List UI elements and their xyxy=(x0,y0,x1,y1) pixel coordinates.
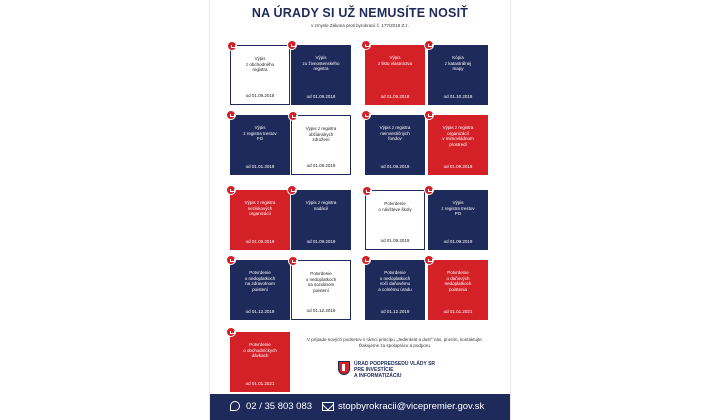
document-tile xyxy=(291,45,351,105)
tile-label: Výpis zo živnostenského registra xyxy=(302,55,340,71)
tile-date: od 01.12.2019 xyxy=(306,308,336,313)
tile-date: od 01.09.2019 xyxy=(245,239,275,244)
slovak-shield-icon xyxy=(338,361,350,375)
contact-footer xyxy=(210,394,510,420)
document-tile xyxy=(230,190,290,250)
tile-label: Výpis z registra občianskych združení xyxy=(305,126,337,142)
poster-subtitle: v zmysle Zákona proti byrokracii č. 177/2018 Z.z. xyxy=(311,23,409,28)
stamp-icon xyxy=(287,40,297,50)
tile-label: Výpis z registra trestov PO xyxy=(441,200,475,216)
document-tile xyxy=(291,190,351,250)
tile-date: od 01.09.2019 xyxy=(443,239,473,244)
tile-label: Výpis z registra neinvestičných fondov xyxy=(379,125,411,141)
tile-date: od 01.01.2021 xyxy=(245,381,275,386)
stamp-icon xyxy=(361,40,371,50)
document-tile xyxy=(365,115,425,175)
stamp-icon xyxy=(361,110,371,120)
tile-date: od 01.10.2018 xyxy=(443,94,473,99)
tile-label: Potvrdenie o nedoplatkoch na sociálnom poistení xyxy=(305,271,337,293)
tile-date: od 01.01.2021 xyxy=(443,309,473,314)
stamp-icon xyxy=(226,110,236,120)
document-tile xyxy=(291,260,351,320)
tile-date: od 01.09.2018 xyxy=(380,94,410,99)
poster-title: NA ÚRADY SI UŽ NEMUSÍTE NOSIŤ xyxy=(251,6,469,20)
tile-label: Potvrdenie o nedoplatkoch na zdravotnom poistení xyxy=(244,270,276,292)
contact-note: V prípade nových podnetov v rámci princípu „Jedenkrát a dosť“ nás, prosím, kontaktujte. Ďakujeme za spoluprácu a podporu. xyxy=(306,337,484,348)
tile-date: od 01.09.2018 xyxy=(245,93,275,98)
tile-label: Výpis z registra nadácií xyxy=(305,200,337,211)
tile-date: od 01.09.2019 xyxy=(380,164,410,169)
tile-label: Potvrdenie o daňových nedoplatkoch poistenia xyxy=(444,270,472,292)
stamp-icon xyxy=(424,40,434,50)
stamp-icon xyxy=(227,41,237,51)
document-tile xyxy=(428,260,488,320)
document-tile xyxy=(428,45,488,105)
tile-label: Potvrdenie o návšteve školy xyxy=(378,201,412,212)
mail-icon xyxy=(322,402,334,411)
tile-date: od 01.12.2019 xyxy=(245,309,275,314)
stamp-icon xyxy=(424,110,434,120)
stamp-icon xyxy=(424,255,434,265)
office-name: ÚRAD PODPREDSEDU VLÁDY SR PRE INVESTÍCIE A INFORMATIZÁCIU xyxy=(354,361,436,379)
tile-date: od 01.12.2019 xyxy=(380,309,410,314)
phone-icon xyxy=(230,401,240,411)
tile-date: od 01.09.2019 xyxy=(306,239,336,244)
tile-date: od 01.09.2019 xyxy=(380,238,410,243)
stamp-icon xyxy=(362,186,372,196)
left-margin xyxy=(0,0,210,420)
stamp-icon xyxy=(361,255,371,265)
stamp-icon xyxy=(226,255,236,265)
stamp-icon xyxy=(287,185,297,195)
office-logo xyxy=(338,361,435,379)
document-tile xyxy=(230,332,290,392)
document-tile xyxy=(428,115,488,175)
document-tile xyxy=(428,190,488,250)
tile-label: Výpis z registra trestov FO xyxy=(243,125,277,141)
poster xyxy=(210,0,510,420)
stamp-icon xyxy=(288,256,298,266)
document-tile xyxy=(230,115,290,175)
right-margin xyxy=(510,0,720,420)
stamp-icon xyxy=(424,185,434,195)
phone-number[interactable]: 02 / 35 803 083 xyxy=(246,401,313,412)
stamp-icon xyxy=(226,185,236,195)
tile-label: Výpis z listu vlastníctva xyxy=(377,55,412,66)
tile-label: Výpis z obchodného registra xyxy=(245,56,275,72)
tile-label: Potvrdenie o obchodníckych dávkach xyxy=(243,342,277,358)
tile-date: od 01.09.2018 xyxy=(306,94,336,99)
document-tile xyxy=(291,115,351,175)
document-tile xyxy=(365,260,425,320)
tile-date: od 01.09.2019 xyxy=(443,164,473,169)
document-tile xyxy=(365,45,425,105)
tile-date: od 01.01.2019 xyxy=(245,164,275,169)
tile-label: Výpis z registra neziskových organizácií xyxy=(244,200,276,216)
tile-label: Kópia z katastrálnej mapy xyxy=(444,55,472,71)
document-tile xyxy=(365,190,425,250)
tile-label: Výpis z registra organizácií v mimovládnom prostredí xyxy=(442,125,474,147)
stamp-icon xyxy=(226,327,236,337)
document-tile xyxy=(230,260,290,320)
tile-label: Potvrdenie o nedoplatkoch voči daňovému a colnému úradu xyxy=(378,270,412,292)
document-tile xyxy=(230,45,290,105)
tile-date: od 01.09.2019 xyxy=(306,163,336,168)
stamp-icon xyxy=(288,111,298,121)
email-link[interactable]: stopbyrokracii@vicepremier.gov.sk xyxy=(338,401,485,412)
